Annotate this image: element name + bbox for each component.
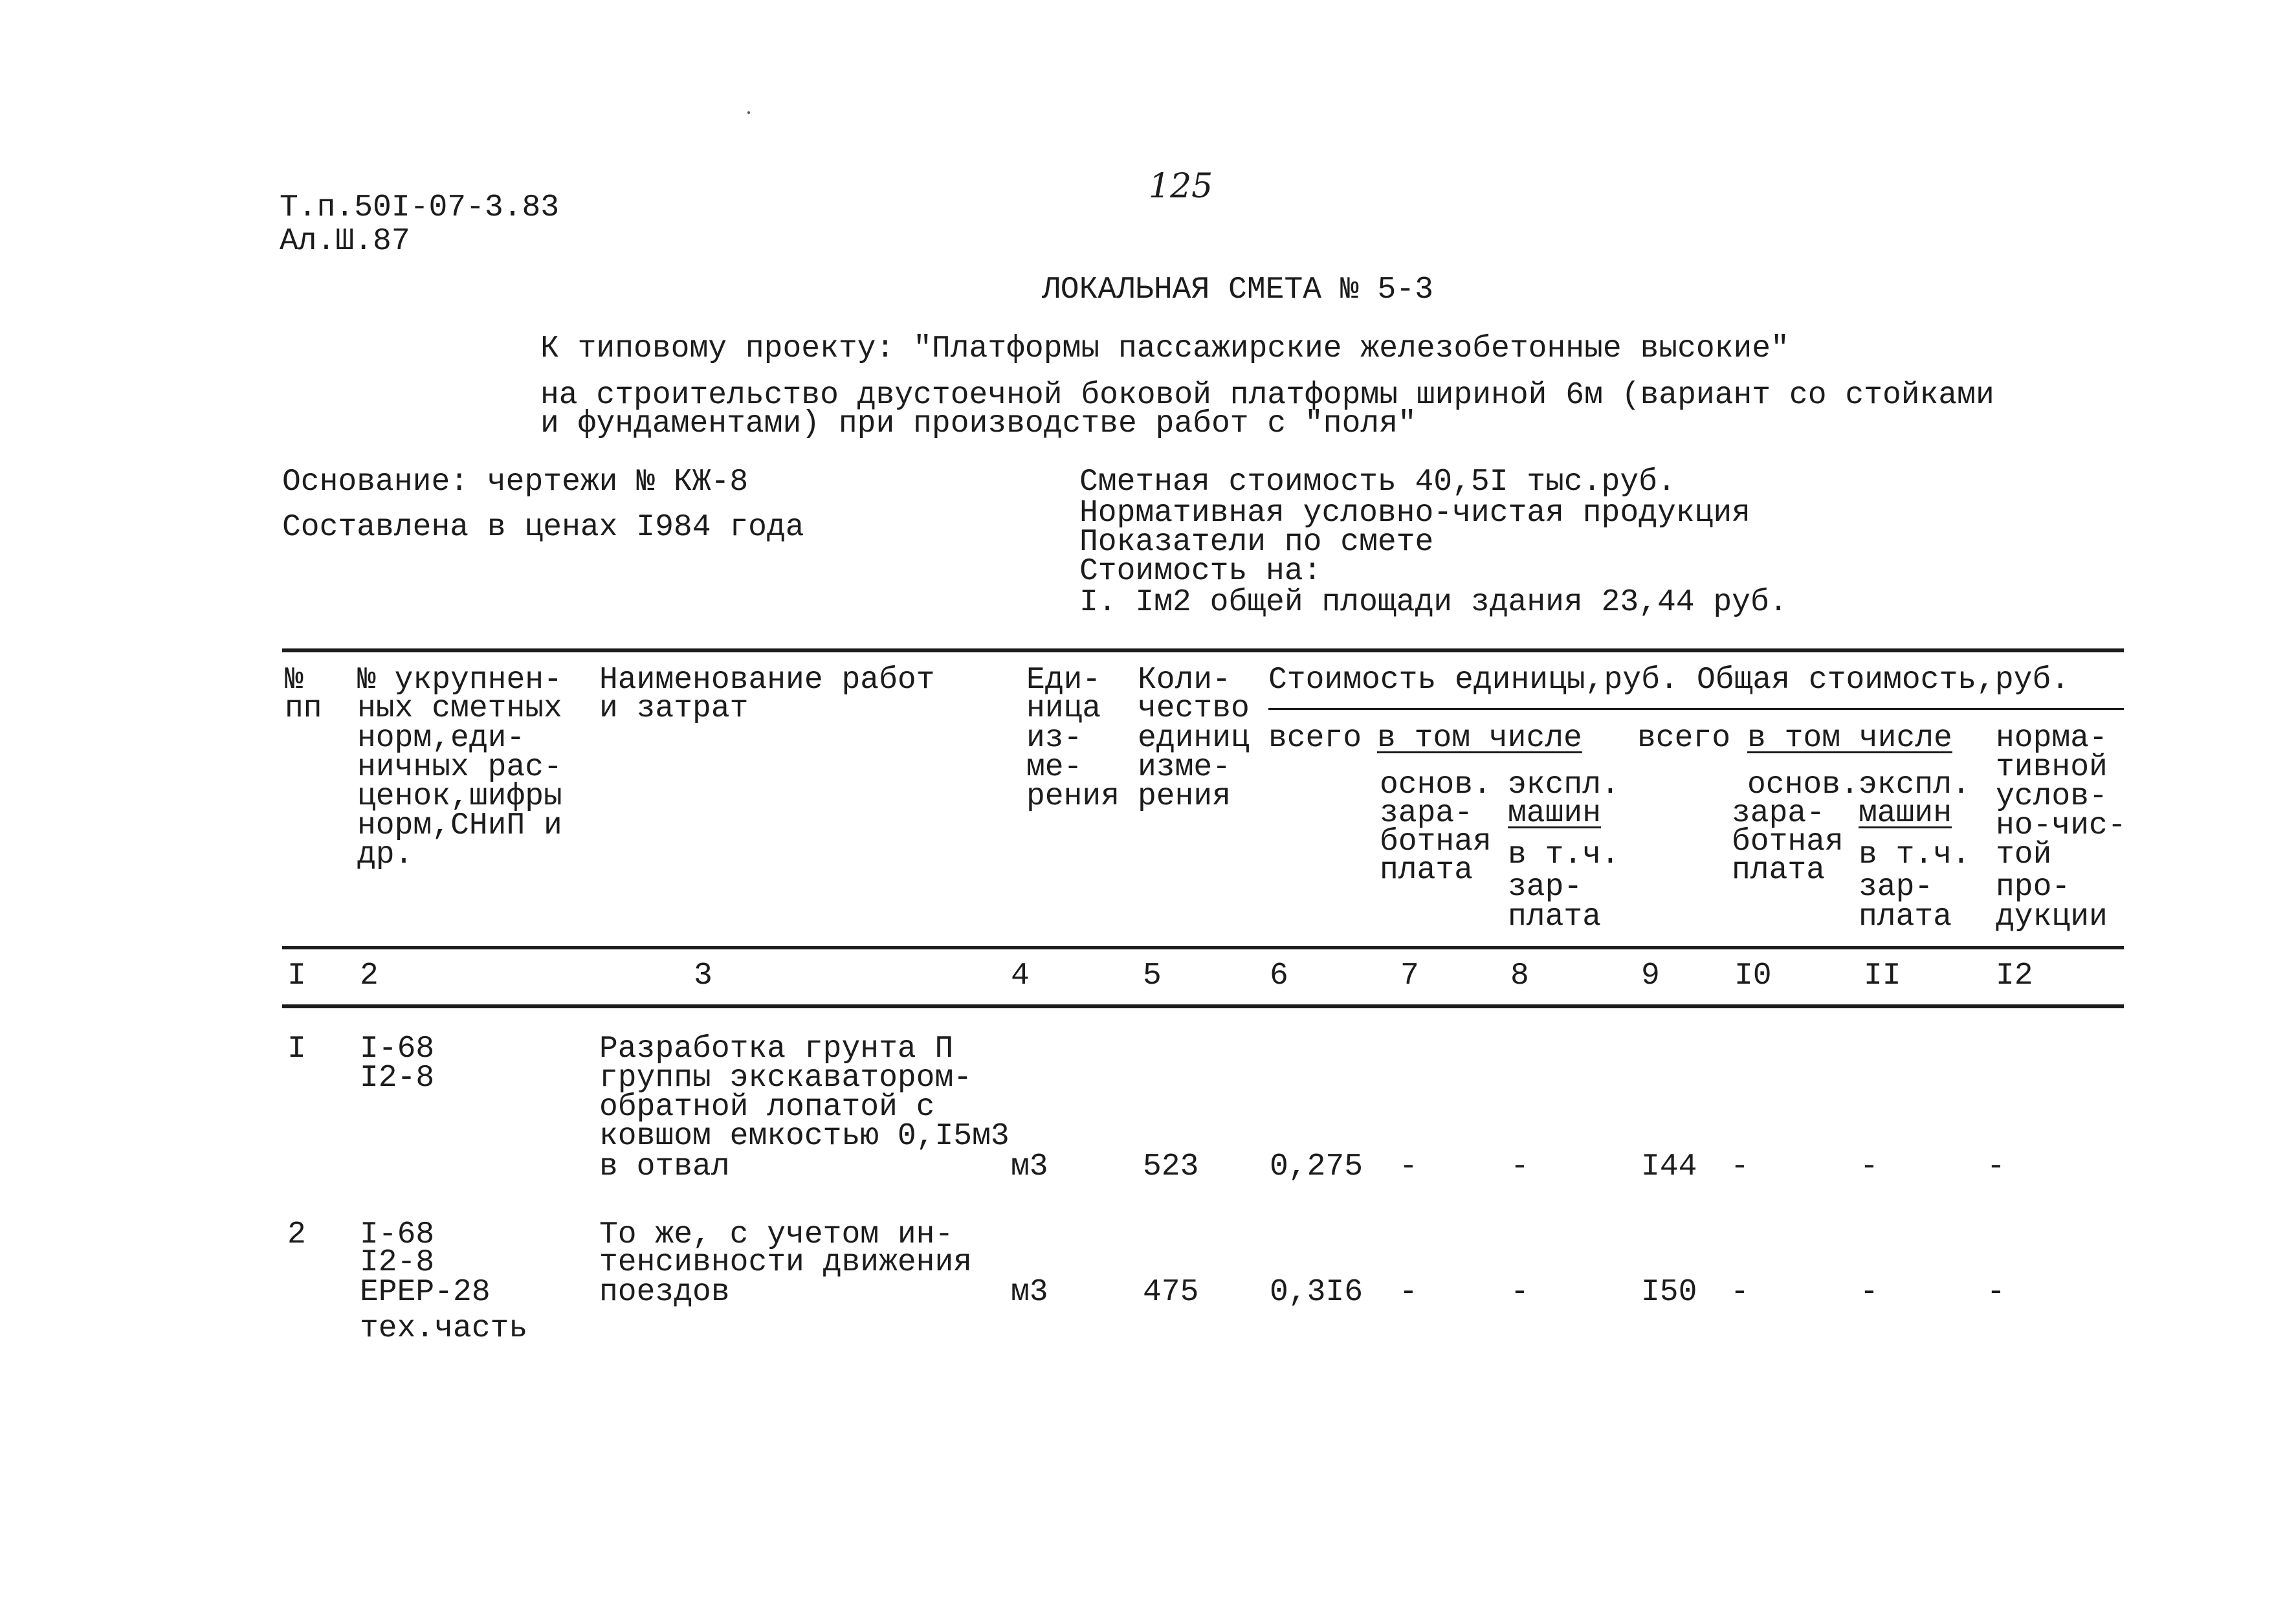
row-quantity: 523 (1143, 1149, 1199, 1184)
header-text: др. (357, 837, 414, 872)
header-text: ничных рас- (357, 750, 562, 785)
column-number: 5 (1143, 958, 1162, 993)
row-col7: - (1399, 1275, 1418, 1310)
row-unit-total: 0,3I6 (1270, 1275, 1363, 1310)
header-text: ботная (1732, 824, 1844, 859)
row-code: ЕРЕР-28 (360, 1275, 491, 1310)
normative-product: Нормативная условно-чистая продукция (1079, 496, 1750, 531)
total-cost-heading: Общая стоимость,руб. (1697, 663, 2070, 698)
project-line-1: К типовому проекту: "Платформы пассажирские железобетонные высокие" (540, 331, 1789, 366)
row-total: I44 (1641, 1149, 1697, 1184)
row-number: I (287, 1032, 306, 1067)
header-text: единиц (1138, 721, 1250, 756)
header-text: дукции (1996, 900, 2108, 934)
header-text: но-чис- (1996, 808, 2126, 843)
row-col7: - (1399, 1149, 1418, 1184)
header-text: № (285, 663, 304, 698)
column-number: 4 (1011, 958, 1030, 993)
header-text: Коли- (1138, 663, 1231, 698)
unit-cost-heading: Стоимость единицы,руб. (1268, 663, 1679, 698)
header-text: плата (1508, 900, 1602, 934)
header-text: основ. (1747, 768, 1859, 802)
header-text: ботная (1380, 824, 1492, 859)
row-col12: - (1987, 1149, 2005, 1184)
header-text: ценок,шифры (357, 779, 562, 814)
header-text: Наименование работ (599, 663, 935, 698)
header-text: рения (1026, 779, 1120, 814)
header-text: рения (1138, 779, 1231, 814)
indicators-label: Показатели по смете (1079, 525, 1434, 560)
row-col12: - (1987, 1275, 2005, 1310)
row-name: ковшом емкостью 0,I5м3 (599, 1119, 1010, 1154)
header-text: про- (1996, 870, 2071, 905)
column-number: I2 (1996, 958, 2033, 993)
row-col8: - (1510, 1275, 1529, 1310)
row-unit: м3 (1011, 1149, 1048, 1184)
column-number: 7 (1400, 958, 1419, 993)
header-text: из- (1026, 721, 1083, 756)
header-text: ница (1026, 691, 1101, 726)
row-name: То же, с учетом ин- (599, 1217, 954, 1252)
header-text: пп (285, 691, 322, 726)
estimated-cost: Сметная стоимость 40,5I тыс.руб. (1079, 465, 1676, 500)
header-text: чество (1138, 691, 1250, 726)
row-name: поездов (599, 1275, 730, 1310)
header-text: норма- (1996, 721, 2108, 756)
row-name: группы экскаватором- (599, 1061, 973, 1096)
v-tom-chisle-unit: в том числе (1377, 721, 1582, 756)
row-name: тенсивности движения (599, 1245, 973, 1280)
row-code: I2-8 (360, 1245, 435, 1280)
album-number: Ал.Ш.87 (280, 224, 410, 259)
header-text: в т.ч. (1859, 837, 1970, 872)
cost-per-m2: I. Iм2 общей площади здания 23,44 руб. (1079, 585, 1788, 620)
header-text: и затрат (599, 691, 749, 726)
header-text: зара- (1380, 796, 1474, 831)
column-number: I0 (1734, 958, 1772, 993)
header-text: плата (1732, 853, 1826, 888)
header-text: основ. (1380, 768, 1492, 802)
vsego-unit: всего (1268, 721, 1362, 756)
document-title: ЛОКАЛЬНАЯ СМЕТА № 5-3 (1042, 272, 1433, 307)
row-unit: м3 (1011, 1275, 1048, 1310)
header-text: машин (1508, 796, 1602, 831)
row-total: I50 (1641, 1275, 1697, 1310)
header-text: зара- (1732, 796, 1826, 831)
column-number: I (287, 958, 306, 993)
header-text: норм,СНиП и (357, 808, 562, 843)
row-col10: - (1730, 1149, 1749, 1184)
project-line-2: на строительство двустоечной боковой платформы шириной 6м (вариант со стойками (540, 378, 1994, 413)
header-text: № укрупнен- (357, 663, 562, 698)
row-col11: - (1860, 1149, 1879, 1184)
basis-drawings: Основание: чертежи № КЖ-8 (282, 465, 749, 500)
column-number: 8 (1510, 958, 1529, 993)
column-number: II (1864, 958, 1901, 993)
header-text: ме- (1026, 750, 1083, 785)
table-top-rule (282, 648, 2124, 652)
vsego-total: всего (1637, 721, 1731, 756)
document-code: Т.п.50I-07-3.83 (280, 190, 560, 225)
row-name: в отвал (599, 1149, 730, 1184)
row-quantity: 475 (1143, 1275, 1199, 1310)
row-code: I2-8 (360, 1061, 435, 1096)
header-text: плата (1859, 900, 1952, 934)
header-text: той (1996, 837, 2052, 872)
header-text: зар- (1508, 870, 1583, 905)
header-text: норм,еди- (357, 721, 525, 756)
row-name: обратной лопатой с (599, 1090, 935, 1125)
row-col8: - (1510, 1149, 1529, 1184)
header-text: машин (1859, 796, 1952, 831)
header-text: ных сметных (357, 691, 562, 726)
row-code: I-68 (360, 1217, 435, 1252)
column-number: 9 (1641, 958, 1660, 993)
header-text: услов- (1996, 779, 2108, 814)
header-text: плата (1380, 853, 1474, 888)
row-col11: - (1860, 1275, 1879, 1310)
header-text: изме- (1138, 750, 1231, 785)
column-number: 6 (1270, 958, 1288, 993)
header-text: в т.ч. (1508, 837, 1620, 872)
numbers-bottom-rule (282, 1004, 2124, 1008)
row-col10: - (1730, 1275, 1749, 1310)
scan-speck (747, 111, 750, 114)
header-bottom-rule (282, 946, 2124, 949)
cost-group-rule (1268, 708, 2124, 710)
header-text: экспл. (1508, 768, 1620, 802)
row-name: Разработка грунта П (599, 1032, 954, 1067)
page-number: 125 (1149, 167, 1213, 206)
basis-prices: Составлена в ценах I984 года (282, 510, 804, 545)
header-text: экспл. (1859, 768, 1970, 802)
v-tom-chisle-total: в том числе (1747, 721, 1952, 756)
header-text: Еди- (1026, 663, 1101, 698)
row-unit-total: 0,275 (1270, 1149, 1363, 1184)
row-number: 2 (287, 1217, 306, 1252)
column-number: 3 (694, 958, 712, 993)
cost-for-label: Стоимость на: (1079, 554, 1322, 589)
project-line-3: и фундаментами) при производстве работ с "поля" (540, 406, 1417, 441)
header-text: тивной (1996, 750, 2108, 785)
row-code: тех.часть (360, 1311, 528, 1346)
header-text: зар- (1859, 870, 1934, 905)
row-code: I-68 (360, 1032, 435, 1067)
column-number: 2 (360, 958, 379, 993)
